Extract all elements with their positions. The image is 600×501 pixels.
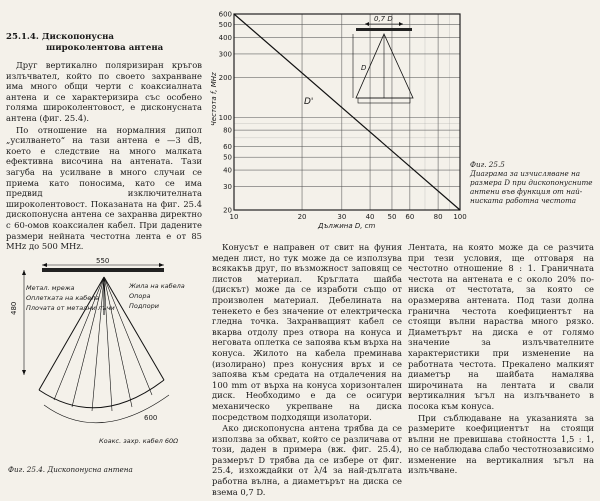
x-tick-label: 60: [405, 213, 415, 221]
mid-paragraph-1: Конусът е направен от свит на фуния меден лист, но тук може да се използува всякакъв друг, по възможност заповящ се листов материал. Кръглата шайба (дискът) може да се изработи също от произволен материал. Дебелината на тенекето е без значение от електрическа гледна точка. Захранващият кабел се вкарва отдолу през отвора на конуса и неговата оплетка се запоява към върха на конуса. Жилото на кабела преминава (изолирано) през конусния връх и се запоява към средата на отдалечения на 100 mm от върха на конуса хоризонтален диск. Необходимо е да се осигури механическо укрепване на диска посредством подходящи изолатори.: [212, 242, 402, 422]
section-title-line1: Дископонусна: [41, 32, 114, 42]
x-tick-label: 50: [387, 213, 397, 221]
x-tick-labels: [230, 213, 467, 221]
label-plate-spokes: Плочата от метални лъчи: [26, 304, 115, 312]
x-tick-label: 100: [453, 213, 467, 221]
dim-side-arrow-bottom: [22, 370, 26, 375]
y-axis-label: Честота f, MHz: [210, 72, 218, 126]
x-tick-label: 10: [229, 213, 239, 221]
fig-25-4-caption: Фиг. 25.4. Дископонусна антена: [8, 465, 133, 474]
x-axis-label: Дължина D, cm: [318, 222, 376, 230]
dim-top-label: 550: [96, 257, 110, 265]
curve-label: D': [304, 97, 314, 107]
fig-25-5-caption-body: Диаграма за изчисляване на размера D при дископонусните антени във функция от най-ниската работна честота: [470, 169, 593, 205]
label-supports: Подпори: [129, 302, 159, 310]
y-tick-label: 300: [218, 50, 232, 59]
section-heading: [6, 32, 206, 53]
dim-side-arrow-top: [22, 270, 26, 275]
middle-column: [212, 242, 402, 498]
y-tick-label: 40: [223, 166, 232, 175]
x-tick-label: 20: [297, 213, 307, 221]
y-tick-label: 60: [223, 143, 232, 152]
y-tick-label: 30: [223, 183, 232, 192]
y-tick-label: 20: [223, 206, 232, 215]
inset-disc: [356, 28, 412, 31]
dim-side-label: 480: [10, 301, 18, 315]
y-tick-labels: [219, 11, 232, 215]
fig-25-5-chart: [208, 6, 470, 232]
label-coax: Коакс. захр. кабел 60Ω: [99, 437, 179, 445]
right-column: [408, 242, 594, 477]
series-line: [234, 14, 460, 210]
y-tick-label: 500: [218, 21, 232, 30]
label-metal-mesh: Метал. мрежа: [26, 284, 75, 292]
x-tick-label: 40: [365, 213, 375, 221]
x-tick-label: 30: [337, 213, 347, 221]
y-tick-label: 400: [218, 33, 232, 42]
inset-base: [358, 98, 410, 103]
fig-25-5-caption-title: Фиг. 25.5: [470, 160, 505, 169]
right-paragraph-1: Лентата, на която може да се разчита при тези условия, ще отговаря на честотно отношение 8 : 1. Граничната честота на антената е с около 20% по-ниска от честотата, за която се оразмерява антената. Под тази долна гранична честота коефициентът на стоящи вълни нараства много рязко. Диаметърът на диска е от голямо значение за излъчвателните характеристики при изменение на работната честота. Прекалено малкият диаметър на шайбата намалява широчината на лентата и свали вертикалния ъгъл на излъчването в посока към конуса.: [408, 242, 594, 411]
y-tick-label: 100: [218, 113, 232, 122]
label-outer-sheath: Оплетката на кабела: [26, 294, 100, 302]
cone-rim: [39, 380, 164, 408]
x-tick-label: 80: [433, 213, 443, 221]
left-paragraph-1: Друг вертикално поляризиран кръгов излъчвател, който по своето захранване има много общи черти с коаксиалната антена и се характеризира със особено голяма широколентовост, е дисконусната антена (фиг. 25.4).: [6, 60, 202, 123]
label-insulator: Опора: [129, 292, 151, 300]
right-paragraph-2: При съблюдаване на указанията за размерите коефициентът на стоящи вълни не превишава стойността 1,5 : 1, но се наблюдава слабо честотнозависимо изменение на вертикалния ъгъл на излъчване.: [408, 412, 594, 476]
chart-series: [234, 14, 460, 210]
section-number: 25.1.4.: [6, 32, 39, 42]
fig-25-5-caption: [470, 160, 598, 205]
y-tick-label: 200: [218, 73, 232, 82]
chart-inset: [353, 15, 413, 103]
left-column: [6, 60, 202, 253]
dim-bottom-label: 600: [144, 414, 158, 422]
y-tick-label: 80: [223, 126, 232, 135]
mid-paragraph-2: Ако дископонусна антена трябва да се използва за обхват, който се различава от този, даден в примера (вж. фиг. 25.4), размерът D трябва да се избере от фиг. 25.4, изхождайки от λ/4 за най-дългата работна вълна, а диаметърът на диска се взема 0,7 D.: [212, 423, 402, 497]
dim-top-arrow-right: [159, 263, 164, 267]
dim-top-arrow-left: [42, 263, 47, 267]
disc-plate: [42, 268, 164, 272]
left-paragraph-2: По отношение на нормалния дипол „усилването“ на тази антена е —3 dB, което е следствие на много малката ефективна височина на антената. Тази загуба на усилване в много случаи се приема като поносима, като се има предвид изключителната широколентовост. Показаната на фиг. 25.4 дископонусна антена се захранва директно с 60-омов коаксиален кабел. При дадените размери нейната честотна лента е от 85 MHz до 500 MHz.: [6, 124, 202, 252]
y-tick-label: 50: [223, 153, 232, 162]
inset-d-label: D: [361, 64, 367, 72]
section-title-line2: широколентова антена: [46, 42, 164, 53]
y-tick-label: 600: [218, 10, 232, 19]
label-inner-conductor: Жила на кабела: [129, 282, 185, 290]
inset-label: 0,7 D: [374, 15, 393, 23]
fig-25-4-drawing: [4, 255, 204, 455]
